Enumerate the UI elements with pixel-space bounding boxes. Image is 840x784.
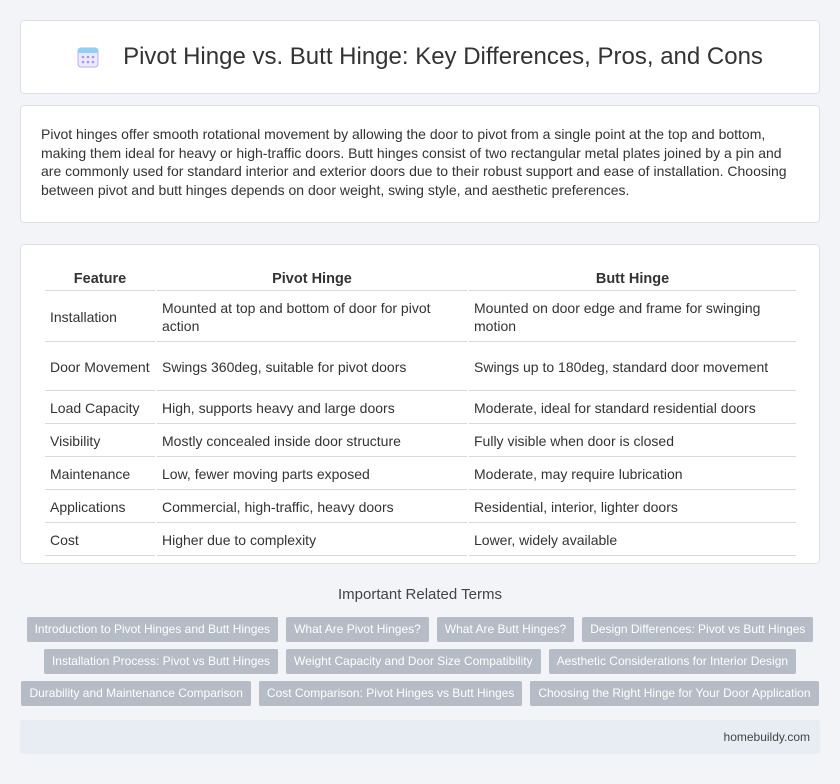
related-tag[interactable]: Design Differences: Pivot vs Butt Hinges [582, 617, 813, 642]
related-tag[interactable]: Durability and Maintenance Comparison [21, 681, 250, 706]
related-tag[interactable]: Choosing the Right Hinge for Your Door Application [530, 681, 818, 706]
feature-cell: Visibility [45, 426, 155, 457]
table-row [45, 426, 796, 457]
footer [20, 720, 820, 754]
table-header-row [45, 267, 796, 291]
related-tag[interactable]: Installation Process: Pivot vs Butt Hinges [44, 649, 278, 674]
pivot-cell: Swings 360deg, suitable for pivot doors [157, 344, 467, 391]
table-row [45, 492, 796, 523]
pivot-cell: Low, fewer moving parts exposed [157, 459, 467, 490]
feature-cell: Installation [45, 293, 155, 342]
table-row [45, 293, 796, 342]
butt-cell: Mounted on door edge and frame for swinging motion [469, 293, 796, 342]
feature-cell: Maintenance [45, 459, 155, 490]
butt-cell: Moderate, ideal for standard residential doors [469, 393, 796, 424]
page-title-text: Pivot Hinge vs. Butt Hinge: Key Differences, Pros, and Cons [123, 43, 763, 70]
pivot-cell: Commercial, high-traffic, heavy doors [157, 492, 467, 523]
table-row [45, 525, 796, 556]
butt-cell: Swings up to 180deg, standard door movement [469, 344, 796, 391]
related-tag[interactable]: Cost Comparison: Pivot Hinges vs Butt Hinges [259, 681, 522, 706]
table-row [45, 344, 796, 391]
header-pivot-hinge: Pivot Hinge [157, 267, 467, 291]
tag-row [20, 617, 820, 642]
calendar-icon [77, 46, 99, 68]
feature-cell: Applications [45, 492, 155, 523]
intro-card [20, 105, 820, 223]
pivot-cell: Higher due to complexity [157, 525, 467, 556]
related-tag[interactable]: What Are Butt Hinges? [437, 617, 574, 642]
feature-cell: Cost [45, 525, 155, 556]
footer-site-link[interactable]: homebuildy.com [723, 730, 810, 744]
related-terms-title: Important Related Terms [338, 586, 502, 603]
related-tag[interactable]: Introduction to Pivot Hinges and Butt Hinges [27, 617, 278, 642]
comparison-table [43, 265, 798, 558]
header-butt-hinge: Butt Hinge [469, 267, 796, 291]
table-row [45, 393, 796, 424]
butt-cell: Lower, widely available [469, 525, 796, 556]
feature-cell: Load Capacity [45, 393, 155, 424]
butt-cell: Residential, interior, lighter doors [469, 492, 796, 523]
intro-paragraph: Pivot hinges offer smooth rotational movement by allowing the door to pivot from a single point at the top and bottom, making them ideal for heavy or high-traffic doors. Butt hinges consist of two rectangular metal plates joined by a pin and are commonly used for standard interior and exterior doors due to their robust support and ease of installation. Choosing between pivot and butt hinges depends on door weight, swing style, and aesthetic preferences. [41, 126, 787, 198]
related-terms-tags [20, 617, 820, 713]
pivot-cell: High, supports heavy and large doors [157, 393, 467, 424]
related-tag[interactable]: What Are Pivot Hinges? [286, 617, 429, 642]
table-row [45, 459, 796, 490]
butt-cell: Fully visible when door is closed [469, 426, 796, 457]
related-tag[interactable]: Weight Capacity and Door Size Compatibility [286, 649, 541, 674]
page-title [77, 43, 763, 71]
pivot-cell: Mostly concealed inside door structure [157, 426, 467, 457]
tag-row [20, 649, 820, 674]
title-card [20, 20, 820, 94]
tag-row [20, 681, 820, 706]
comparison-card [20, 244, 820, 564]
feature-cell: Door Movement [45, 344, 155, 391]
butt-cell: Moderate, may require lubrication [469, 459, 796, 490]
pivot-cell: Mounted at top and bottom of door for pivot action [157, 293, 467, 342]
header-feature: Feature [45, 267, 155, 291]
related-tag[interactable]: Aesthetic Considerations for Interior Design [549, 649, 796, 674]
